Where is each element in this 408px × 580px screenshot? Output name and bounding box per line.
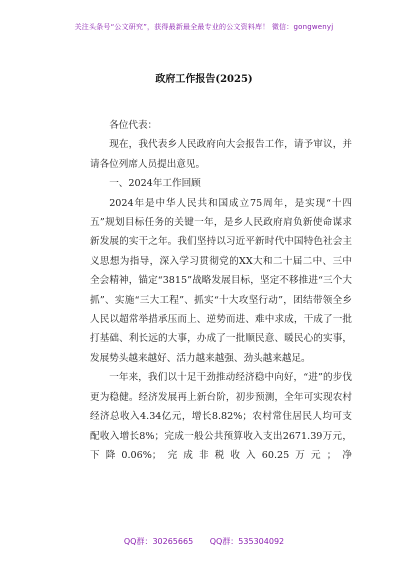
- paragraph-intro: 现在，我代表乡人民政府向大会报告工作，请予审议，并请各位列席人员提出意见。: [90, 139, 352, 170]
- footer-qq-group-2: QQ群：535304092: [209, 537, 285, 546]
- paragraph-review: 2024年是中华人民共和国成立75周年，是实现“十四五”规划目标任务的关键一年，是乡人民政府肩负新使命谋求新发展的实干之年。我们坚持以习近平新时代中国特色社会主义思想为指导，深入学习贯彻党的XX大和二十届二中、三中全会精神，锚定“3815”战略发展目标，坚定不移推进“三个大抓”、实施“三大工程”、抓实“十大攻坚行动”，团结带领全乡人民以超常举措承压而上、逆势而进、难中求成，干成了一批打基础、利长远的大事，办成了一批顺民意、暖民心的实事，发展势头越来越好、活力越来越强、劲头越来越足。: [90, 197, 352, 364]
- document-title: 政府工作报告(2025): [155, 74, 253, 85]
- section-heading: 一、2024年工作回顾: [109, 178, 201, 190]
- paragraph-economy: 一年来，我们以十足干劲推动经济稳中向好，“进”的步伐更为稳健。经济发展再上新台阶，初步预测，全年可实现农村经济总收入4.34亿元，增长8.82%；农村常住居民人均可支配收入增长8%；完成一般公共预算收入支出2671.39万元，下降0.06%；完成非税收入60.25万元；净: [90, 372, 352, 461]
- footer-qq-group-1: QQ群：30265665: [123, 537, 194, 546]
- salutation: 各位代表：: [109, 120, 158, 131]
- document-body: [90, 116, 352, 465]
- header-banner: 关注头条号“公文研究”，获得最新最全最专业的公文资料库！ 微信：gongwenyj: [74, 23, 334, 31]
- footer-banner: [0, 536, 408, 547]
